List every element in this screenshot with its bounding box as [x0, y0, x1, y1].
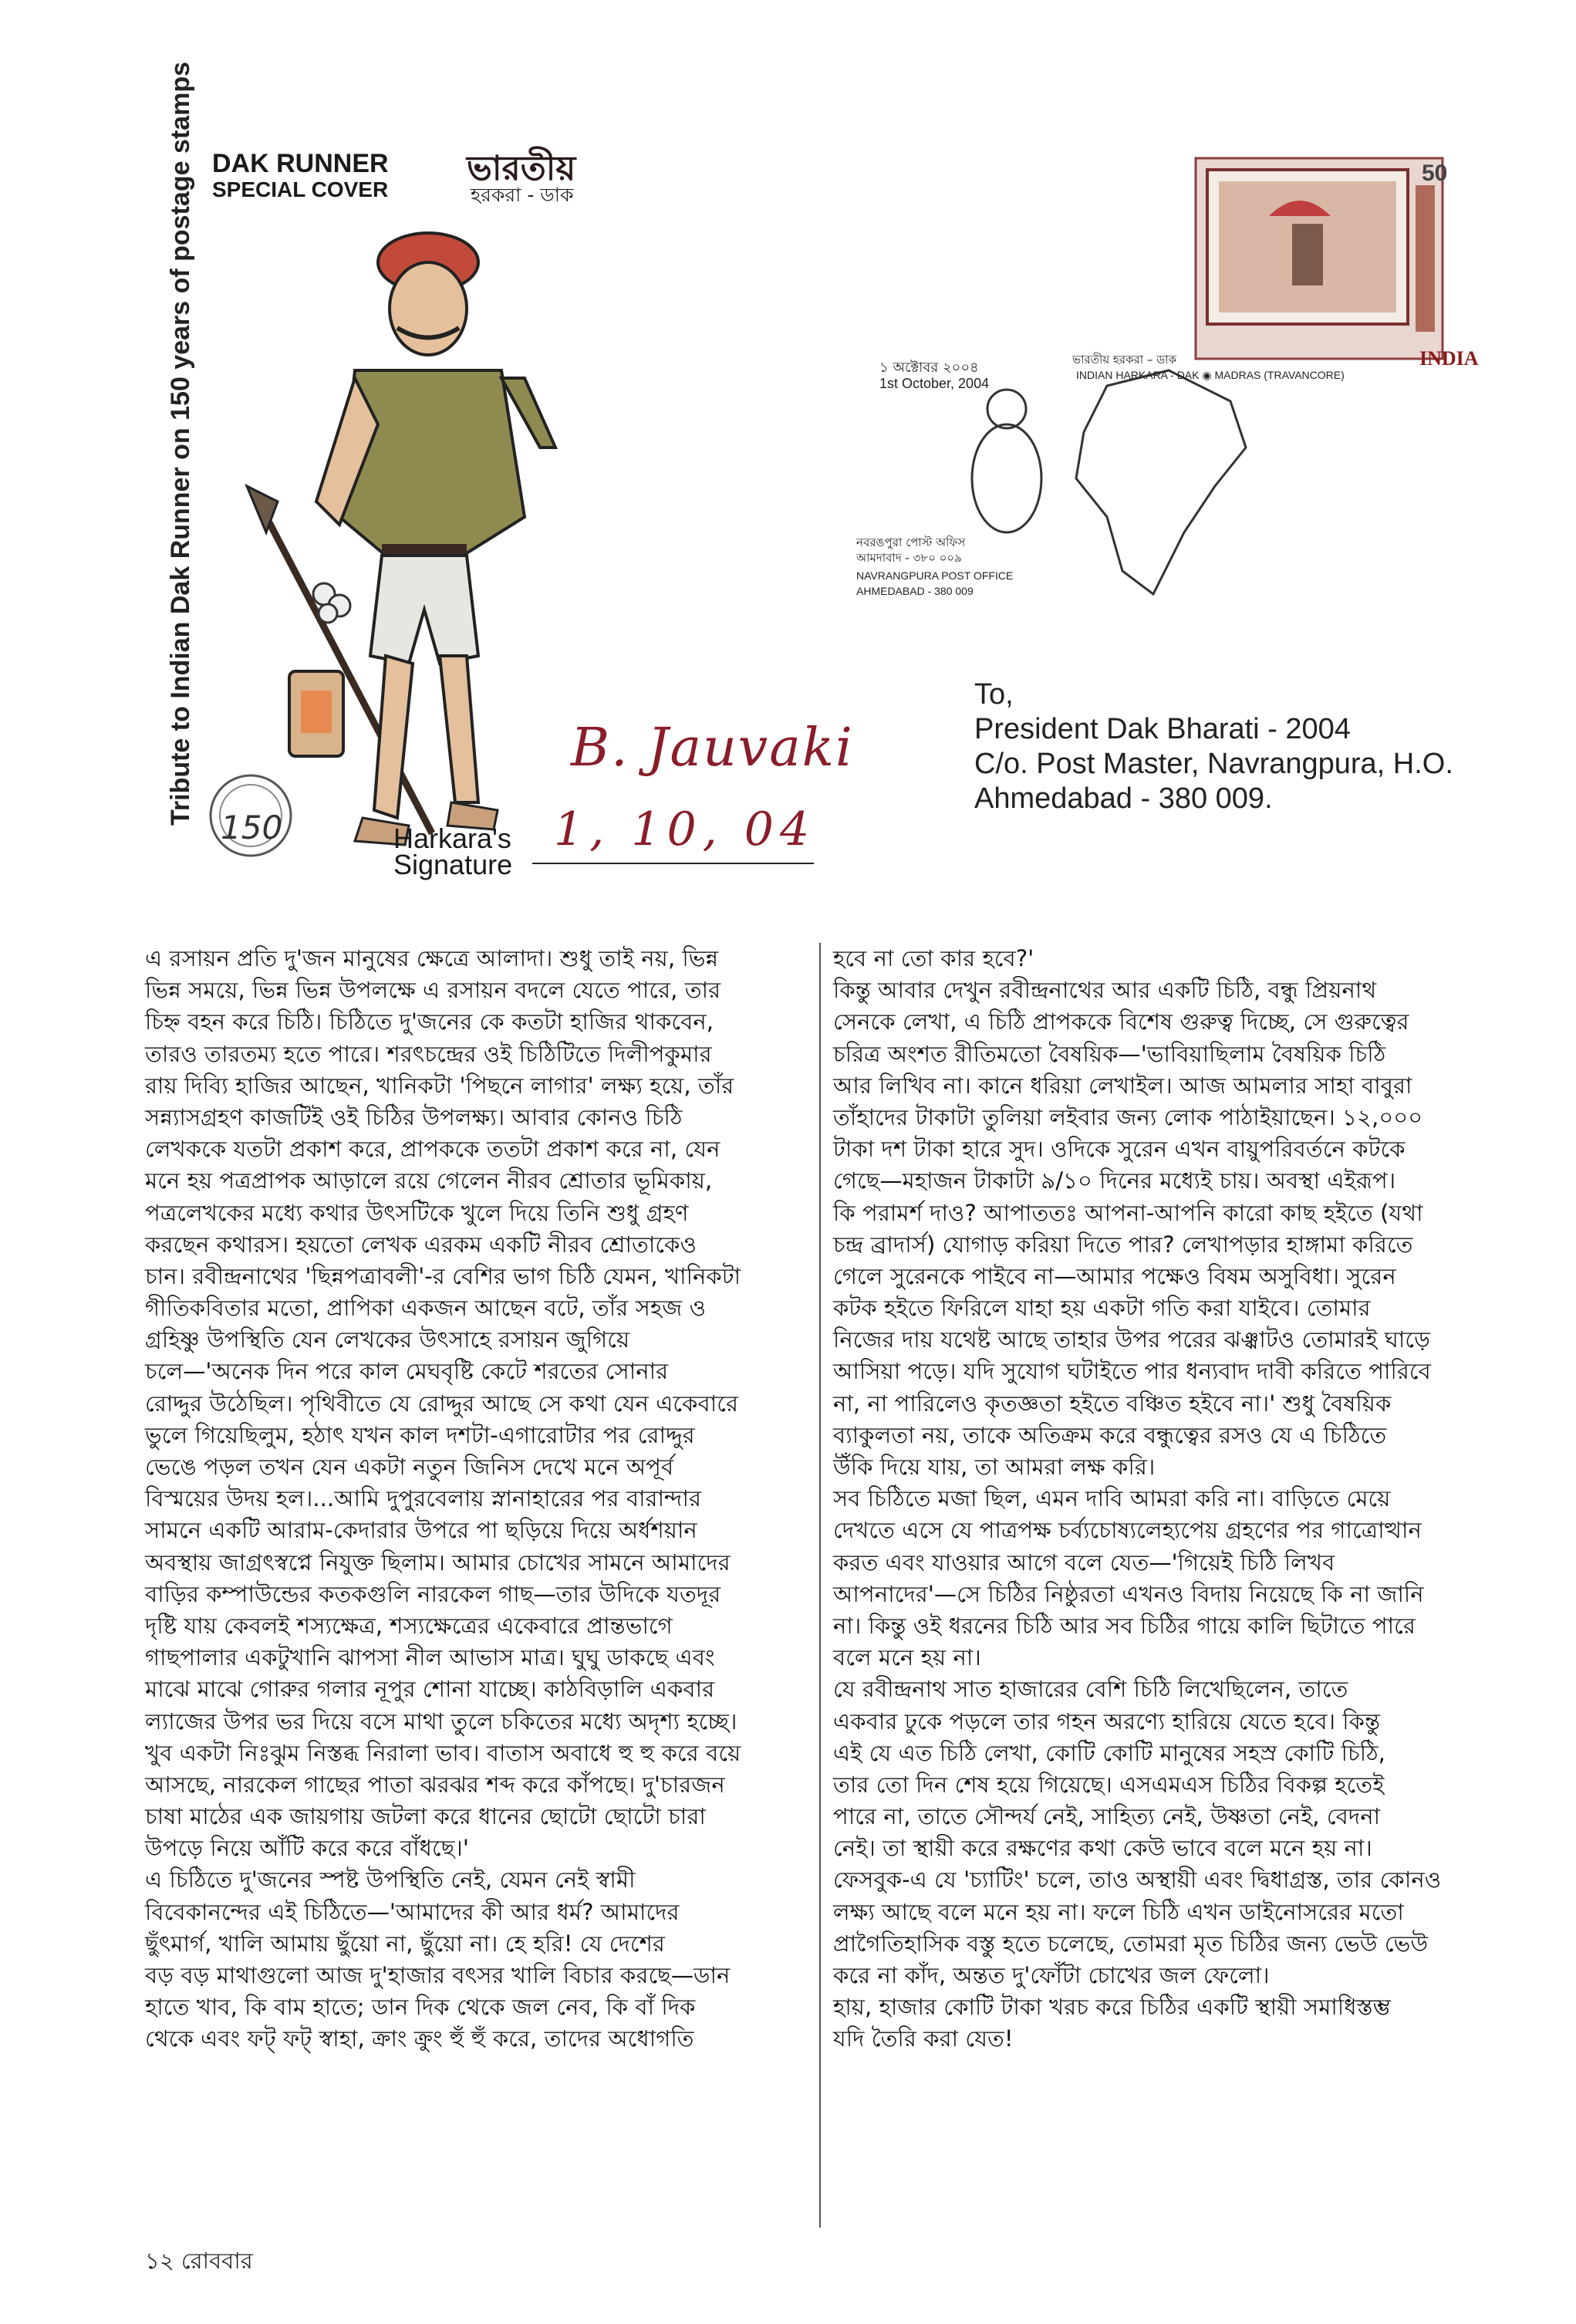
- article-line: গীতিকবিতার মতো, প্রাপিকা একজন আছেন বটে, তাঁর সহজ ও: [145, 1295, 707, 1322]
- article-line: পারে না, তাতে সৌন্দর্য নেই, সাহিত্য নেই, উষ্ণতা নেই, বেদনা: [833, 1803, 1381, 1830]
- article-line: সব চিঠিতে মজা ছিল, এমন দাবি আমরা করি না। বাড়িতে মেয়ে: [833, 1485, 1391, 1512]
- post-office-english-city: AHMEDABAD - 380 009: [856, 585, 974, 597]
- runner-postmark-figure: [972, 424, 1041, 532]
- article-line: মনে হয় পত্রপ্রাপক আড়ালে রয়ে গেলেন নীরব শ্রোতার ভূমিকায়,: [145, 1167, 713, 1194]
- article-line: ল্যাজের উপর ভর দিয়ে বসে মাথা তুলে চকিতের মধ্যে অদৃশ্য হচ্ছে।: [145, 1708, 737, 1735]
- address-line: To,: [974, 678, 1014, 711]
- article-line: থেকে এবং ফট্ ফট্ স্বাহা, ক্রাং ক্রুং হুঁ হুঁ করে, তাদের অধোগতি: [145, 2025, 694, 2052]
- cancel-date-english: 1st October, 2004: [879, 376, 990, 391]
- cover-title-line2: SPECIAL COVER: [212, 177, 389, 201]
- article-line: টাকা দশ টাকা হারে সুদ। ওদিকে সুরেন এখন বায়ুপরিবর্তনে কটকে: [833, 1136, 1406, 1163]
- article-line: না। কিন্তু ওই ধরনের চিঠি আর সব চিঠির গায়ে কালি ছিটাতে পারে: [833, 1612, 1416, 1639]
- article-line: হবে না তো কার হবে?': [833, 945, 1034, 971]
- stamp-value: 50: [1422, 160, 1448, 186]
- cover-title-line1: DAK RUNNER: [212, 149, 389, 178]
- post-office-english: NAVRANGPURA POST OFFICE: [856, 569, 1014, 582]
- magazine-name: রোববার: [181, 2248, 253, 2274]
- column-divider: [819, 943, 821, 2228]
- cancel-caption-english: INDIAN HARKARA - DAK ◉ MADRAS (TRAVANCORE): [1076, 369, 1345, 381]
- signature-line: [532, 863, 814, 864]
- handwritten-signature: B. Jauvaki: [571, 718, 854, 779]
- cover-side-text: Tribute to Indian Dak Runner on 150 years of postage stamps: [166, 61, 195, 826]
- article-line: এ চিঠিতে দু'জনের স্পষ্ট উপস্থিতি নেই, যেমন নেই স্বামী: [145, 1866, 636, 1893]
- article-line: উঁকি দিয়ে যায়, তা আমরা লক্ষ করি।: [833, 1454, 1156, 1480]
- article-line: আসিয়া পড়ে। যদি সুযোগ ঘটাইতে পার ধন্যবাদ দাবী করিতে পারিবে: [833, 1358, 1431, 1385]
- page-number: ১২: [145, 2248, 174, 2274]
- article-line: ভেঙে পড়ল তখন যেন একটা নতুন জিনিস দেখে মনে অপূর্ব: [145, 1454, 674, 1480]
- article-line: তার তো দিন শেষ হয়ে গিয়েছে। এসএমএস চিঠির বিকল্প হতেই: [833, 1771, 1385, 1798]
- article-line: কি পরামর্শ দাও? আপাততঃ আপনা-আপনি কারো কাছ হইতে (যথা: [833, 1199, 1423, 1226]
- article-line: সন্ন্যাসগ্রহণ কাজটিই ওই চিঠির উপলক্ষ্য। আবার কোনও চিঠি: [145, 1103, 683, 1130]
- article-line: চান। রবীন্দ্রনাথের 'ছিন্নপত্রাবলী'-র বেশির ভাগ চিঠি যেমন, খানিকটা: [145, 1262, 741, 1289]
- cancel-date-bengali: ১ অক্টোবর ২০০৪: [879, 360, 979, 376]
- article-line: করছেন কথারস। হয়তো লেখক এরকম একটি নীরব শ্রোতাকেও: [145, 1231, 697, 1258]
- article-line: নেই। তা স্থায়ী করে রক্ষণের কথা কেউ ভাবে বলে মনে হয় না।: [833, 1835, 1372, 1862]
- article-line: মাঝে মাঝে গোরুর গলার নূপুর শোনা যাচ্ছে। কাঠবিড়ালি একবার: [145, 1676, 715, 1703]
- article-line: বিবেকানন্দের এই চিঠিতে—'আমাদের কী আর ধর্ম? আমাদের: [145, 1898, 680, 1925]
- address-line: Ahmedabad - 380 009.: [974, 782, 1273, 815]
- article-line: এ রসায়ন প্রতি দু'জন মানুষের ক্ষেত্রে আলাদা। শুধু তাই নয়, ভিন্ন: [145, 945, 719, 971]
- article-line: বাড়ির কম্পাউন্ডের কতকগুলি নারকেল গাছ—তার উদিকে যতদূর: [145, 1580, 721, 1607]
- handwritten-date: 1, 10, 04: [554, 802, 816, 856]
- article-line: ভুলে গিয়েছিলুম, হঠাৎ যখন কাল দশটা-এগারোটার পর রোদ্দুর: [145, 1421, 695, 1448]
- article-line: যদি তৈরি করা যেত!: [833, 2025, 1014, 2052]
- article-line: আসছে, নারকেল গাছের পাতা ঝরঝর শব্দ করে কাঁপছে। দু'চারজন: [145, 1771, 725, 1798]
- article-line: দেখতে এসে যে পাত্রপক্ষ চর্ব্যচোষ্যলেহ্যপেয় গ্রহণের পর গাত্রোত্থান: [833, 1517, 1422, 1544]
- article-line: করত এবং যাওয়ার আগে বলে যেত—'গিয়েই চিঠি লিখব: [833, 1549, 1335, 1576]
- article-line: পত্রলেখকের মধ্যে কথার উৎসটিকে খুলে দিয়ে তিনি শুধু গ্রহণ: [145, 1199, 689, 1226]
- cover-address: [974, 677, 1453, 816]
- address-line: President Dak Bharati - 2004: [974, 713, 1351, 745]
- post-office-bengali: নবরঙপুরা পোস্ট অফিস: [856, 535, 966, 549]
- article-line: করে না কাঁদ, অন্তত দু'ফোঁটা চোখের জল ফেলো।: [833, 1962, 1270, 1988]
- article-line: হায়, হাজার কোটি টাকা খরচ করে চিঠির একটি স্থায়ী সমাধিস্তম্ভ: [833, 1994, 1391, 2021]
- article-line: গাছপালার একটুখানি ঝাপসা নীল আভাস মাত্র। ঘুঘু ডাকছে এবং: [145, 1644, 715, 1671]
- article-line: দৃষ্টি যায় কেবলই শস্যক্ষেত্র, শস্যক্ষেত্রের একেবারে প্রান্তভাগে: [145, 1612, 673, 1639]
- article-line: আপনাদের'—সে চিঠির নিষ্ঠুরতা এখনও বিদায় নিয়েছে কি না জানি: [833, 1580, 1424, 1607]
- article-line: একবার ঢুকে পড়লে তার গহন অরণ্যে হারিয়ে যেতে হবে। কিন্তু: [833, 1708, 1381, 1735]
- article-line: বলে মনে হয় না।: [833, 1644, 981, 1671]
- article-line: যে রবীন্দ্রনাথ সাত হাজারের বেশি চিঠি লিখেছিলেন, তাতে: [833, 1676, 1348, 1703]
- article-line: চরিত্র অংশত রীতিমতো বৈষয়িক—'ভাবিয়াছিলাম বৈষয়িক চিঠি: [833, 1040, 1386, 1067]
- article-line: গেছে—মহাজন টাকাটা ৯/১০ দিনের মধ্যেই চায়। অবস্থা এইরূপ।: [833, 1167, 1396, 1194]
- article-line: বিস্ময়ের উদয় হল।...আমি দুপুরবেলায় স্নানাহারের পর বারান্দার: [145, 1485, 701, 1512]
- article-column-left: [145, 943, 808, 2055]
- article-line: চন্দ্র ব্রাদার্স) যোগাড় করিয়া দিতে পার? লেখাপড়ার হাঙ্গামা করিতে: [833, 1231, 1413, 1258]
- page-footer: [145, 2244, 253, 2282]
- article-line: হাতে খাব, কি বাম হাতে; ডান দিক থেকে জল নেব, কি বাঁ দিক: [145, 1994, 696, 2021]
- article-line: অবস্থায় জাগ্রৎস্বপ্নে নিযুক্ত ছিলাম। আমার চোখের সামনে আমাদের: [145, 1549, 731, 1576]
- seal-150-number: 150: [221, 809, 283, 846]
- article-line: নিজের দায় যথেষ্ট আছে তাহার উপর পরের ঝঞ্ঝাটও তোমারই ঘাড়ে: [833, 1326, 1430, 1353]
- article-line: না, না পারিলেও কৃতজ্ঞতা হইতে বঞ্চিত হইবে না।' শুধু বৈষয়িক: [833, 1390, 1392, 1417]
- article-line: গ্রহিষ্ণু উপস্থিতি যেন লেখকের উৎসাহে রসায়ন জুগিয়ে: [145, 1326, 630, 1353]
- runner-head: [390, 262, 467, 355]
- article-line: সামনে একটি আরাম-কেদারার উপরে পা ছড়িয়ে দিয়ে অর্ধশয়ান: [145, 1517, 697, 1544]
- article-line: উপড়ে নিয়ে আঁটি করে করে বাঁধছে।': [145, 1835, 469, 1862]
- stamp-country: INDIA: [1419, 347, 1479, 370]
- article-line: কটক হইতে ফিরিলে যাহা হয় একটা গতি করা যাইবে। তোমার: [833, 1295, 1371, 1322]
- article-line: আর লিখিব না। কানে ধরিয়া লেখাইল। আজ আমলার সাহা বাবুরা: [833, 1072, 1412, 1099]
- article-line: চিহ্ন বহন করে চিঠি। চিঠিতে দু'জনের কে কতটা হাজির থাকবেন,: [145, 1008, 714, 1035]
- cancel-caption-bengali: ভারতীয় হরকরা – ডাক: [1072, 353, 1177, 367]
- article-line: ব্যাকুলতা নয়, তাকে অতিক্রম করে বন্ধুত্বের রসও যে এ চিঠিতে: [833, 1421, 1387, 1448]
- runner-shorts: [370, 556, 478, 664]
- india-map-outline: [1076, 370, 1246, 594]
- article-line: প্রাগৈতিহাসিক বস্তু হতে চলেছে, তোমরা মৃত চিঠির জন্য ভেউ ভেউ: [833, 1930, 1429, 1957]
- postage-stamp: [1192, 154, 1446, 363]
- article-column-right: [833, 943, 1497, 2055]
- article-line: চাষা মাঠের এক জায়গায় জটলা করে ধানের ছোটো ছোটো চারা: [145, 1803, 706, 1830]
- article-line: ফেসবুক-এ যে 'চ্যাটিং' চলে, তাও অস্থায়ী এবং দ্বিধাগ্রস্ত, তার কোনও: [833, 1866, 1442, 1893]
- article-line: চলে—'অনেক দিন পরে কাল মেঘবৃষ্টি কেটে শরতের সোনার: [145, 1358, 669, 1385]
- article-line: এই যে এত চিঠি লেখা, কোটি কোটি মানুষের সহস্র কোটি চিঠি,: [833, 1739, 1385, 1766]
- article-line: খুব একটা নিঃঝুম নিস্তব্ধ নিরালা ভাব। বাতাস অবাধে হু হু করে বয়ে: [145, 1739, 741, 1766]
- article-line: ভিন্ন সময়ে, ভিন্ন ভিন্ন উপলক্ষে এ রসায়ন বদলে যেতে পারে, তার: [145, 977, 721, 1004]
- post-office-bengali-city: আমদাবাদ - ৩৮০ ০০৯: [856, 551, 962, 565]
- article-line: লক্ষ্য আছে বলে মনে হয় না। ফলে চিঠি এখন ডাইনোসরের মতো: [833, 1898, 1404, 1925]
- bharatiya-heading: ভারতীয়: [467, 149, 576, 188]
- article-line: লেখককে যতটা প্রকাশ করে, প্রাপককে ততটা প্রকাশ করে না, যেন: [145, 1136, 721, 1163]
- article-line: সেনকে লেখা, এ চিঠি প্রাপককে বিশেষ গুরুত্ব দিচ্ছে, সে গুরুত্বের: [833, 1008, 1409, 1035]
- article-line: রায় দিব্যি হাজির আছেন, খানিকটা 'পিছনে লাগার' লক্ষ্য হয়ে, তাঁর: [145, 1072, 734, 1099]
- address-line: C/o. Post Master, Navrangpura, H.O.: [974, 748, 1453, 780]
- runner-shirt: [339, 370, 525, 556]
- harkara-dak-label: হরকরা - ডাক: [471, 184, 574, 206]
- article-line: কিন্তু আবার দেখুন রবীন্দ্রনাথের আর একটি চিঠি, বন্ধু প্রিয়নাথ: [833, 977, 1377, 1004]
- article-line: গেলে সুরেনকে পাইবে না—আমার পক্ষেও বিষম অসুবিধা। সুরেন: [833, 1262, 1396, 1289]
- article-line: ছুঁৎমার্গ, খালি আমায় ছুঁয়ো না, ছুঁয়ো না। হে হরি! যে দেশের: [145, 1930, 665, 1957]
- harkara-signature-label: Harkara's Signature: [393, 823, 513, 880]
- article-line: বড় বড় মাথাগুলো আজ দু'হাজার বৎসর খালি বিচার করছে—ডান: [145, 1962, 731, 1988]
- article-line: রোদ্দুর উঠেছিল। পৃথিবীতে যে রোদ্দুর আছে সে কথা যেন একেবারে: [145, 1390, 739, 1417]
- article-line: তারও তারতম্য হতে পারে। শরৎচন্দ্রের ওই চিঠিটিতে দিলীপকুমার: [145, 1040, 712, 1067]
- article-line: তাঁহাদের টাকাটা তুলিয়া লইবার জন্য লোক পাঠাইয়াছেন। ১২,০০০: [833, 1103, 1423, 1130]
